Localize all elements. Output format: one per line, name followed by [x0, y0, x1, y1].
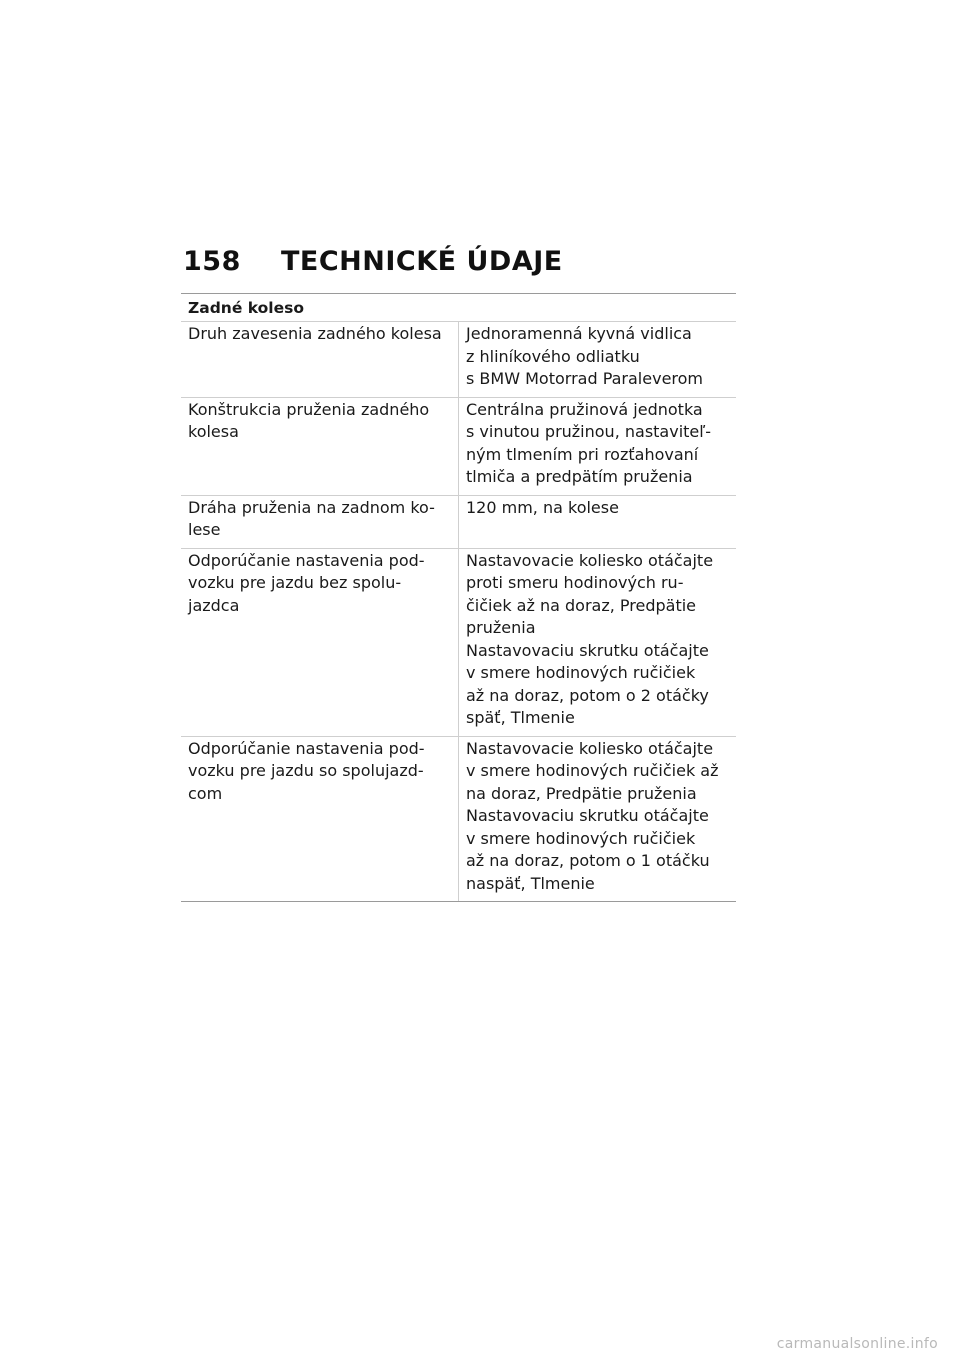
label-line: jazdca [188, 595, 240, 615]
value-line: Nastavovacie koliesko otáčajte [466, 550, 714, 570]
table-row [181, 737, 736, 903]
value-line: Jednoramenná kyvná vidlica [466, 324, 692, 343]
value-line: 120 mm, na kolese [466, 497, 619, 517]
row-label [181, 549, 459, 736]
row-value [459, 322, 736, 397]
label-line: vozku pre jazdu bez spolu- [188, 573, 402, 592]
row-value [459, 737, 736, 902]
value-line: Nastavovaciu skrutku otáčajte [466, 640, 709, 660]
table-row [181, 496, 736, 549]
label-line: Odporúčanie nastavenia pod- [188, 550, 425, 570]
label-line: kolesa [188, 422, 239, 441]
label-line: Odporúčanie nastavenia pod- [188, 738, 425, 758]
value-line: Centrálna pružinová jednotka [466, 399, 703, 419]
label-line: com [188, 783, 223, 803]
table-row [181, 322, 736, 398]
row-label [181, 496, 459, 548]
label-line: Druh zavesenia zadného kolesa [188, 324, 442, 343]
table-row [181, 549, 736, 737]
value-line: v smere hodinových ručičiek [466, 663, 696, 682]
value-line: naspäť, Tlmenie [466, 873, 595, 893]
value-line: v smere hodinových ručičiek až [466, 761, 719, 780]
value-line: proti smeru hodinových ru- [466, 573, 684, 592]
row-label [181, 322, 459, 397]
value-line: až na doraz, potom o 2 otáčky [466, 685, 709, 705]
value-line: Nastavovacie koliesko otáčajte [466, 738, 714, 758]
watermark: carmanualsonline.info [776, 1336, 938, 1352]
value-line: pruženia [466, 618, 536, 637]
table-heading: Zadné koleso [181, 294, 736, 322]
row-value [459, 496, 736, 548]
value-line: s BMW Motorrad Paraleverom [466, 369, 704, 388]
page-number: 158 [183, 246, 241, 277]
value-line: späť, Tlmenie [466, 708, 575, 727]
value-line: čičiek až na doraz, Predpätie [466, 595, 697, 615]
section-title: TECHNICKÉ ÚDAJE [281, 246, 563, 277]
label-line: Dráha pruženia na zadnom ko- [188, 497, 435, 517]
row-label [181, 398, 459, 495]
value-line: na doraz, Predpätie pruženia [466, 783, 697, 803]
value-line: až na doraz, potom o 1 otáčku [466, 851, 710, 870]
label-line: Konštrukcia pruženia zadného [188, 399, 430, 419]
value-line: ným tlmením pri rozťahovaní [466, 444, 699, 464]
spec-table [181, 293, 736, 902]
value-line: v smere hodinových ručičiek [466, 828, 696, 848]
value-line: Nastavovaciu skrutku otáčajte [466, 806, 709, 825]
row-value [459, 549, 736, 736]
label-line: vozku pre jazdu so spolujazd- [188, 761, 424, 780]
page-header [183, 246, 563, 277]
value-line: z hliníkového odliatku [466, 346, 640, 366]
row-value [459, 398, 736, 495]
label-line: lese [188, 520, 221, 539]
value-line: s vinutou pružinou, nastaviteľ- [466, 422, 712, 441]
row-label [181, 737, 459, 902]
value-line: tlmiča a predpätím pruženia [466, 467, 693, 486]
table-row [181, 398, 736, 496]
